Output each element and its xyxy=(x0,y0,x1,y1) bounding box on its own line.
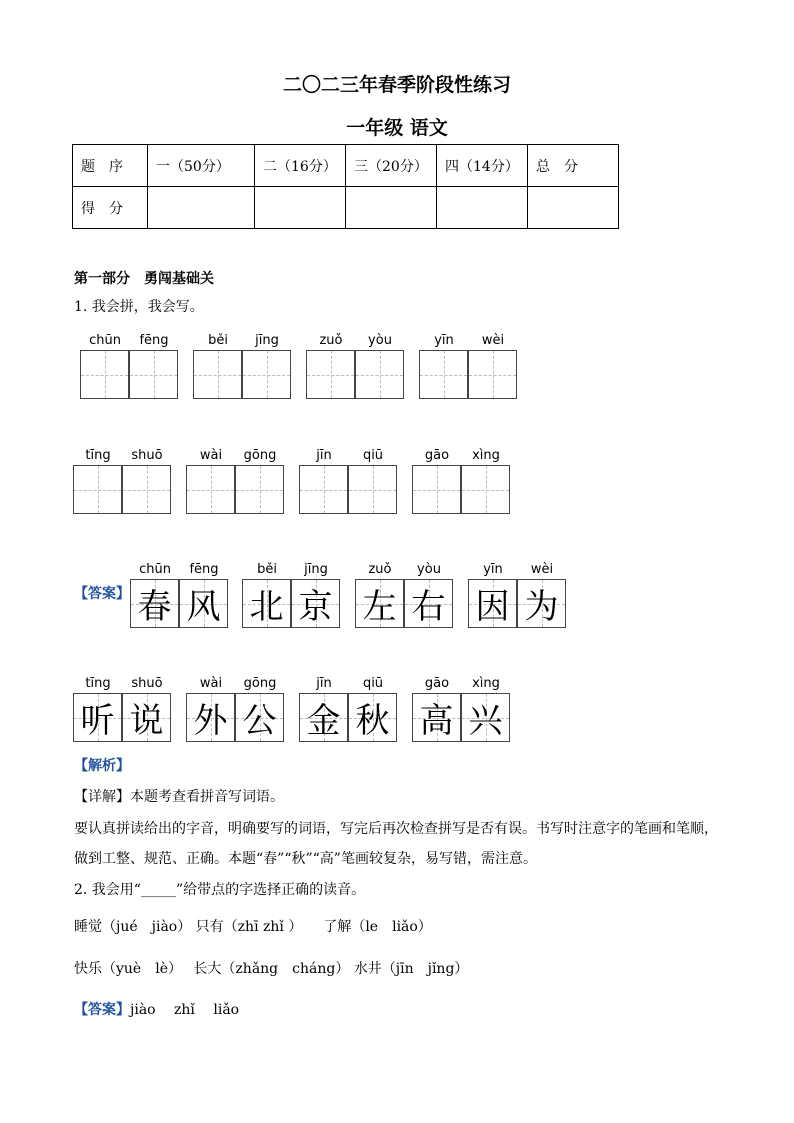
score-blank xyxy=(346,187,437,229)
page-title: 二〇二三年春季阶段性练习 xyxy=(282,74,511,96)
answer-char-box xyxy=(355,579,404,628)
answer-char: 京 xyxy=(298,587,333,627)
pinyin-label: jīn xyxy=(316,448,332,463)
pinyin-label: yīn xyxy=(434,333,454,348)
question-2-line: 睡觉（jué jiào） 只有（zhī zhǐ ） 了解（le liǎo） xyxy=(74,919,432,935)
pinyin-label: fēng xyxy=(139,333,169,348)
writing-box xyxy=(419,350,468,399)
score-cell: 四（14分） xyxy=(437,145,528,187)
score-blank xyxy=(255,187,346,229)
answer-char-box xyxy=(468,579,517,628)
question-2-line: 快乐（yuè lè） 长大（zhǎng cháng） 水井（jīn jǐng） xyxy=(74,961,469,977)
answer-char: 右 xyxy=(411,587,446,627)
writing-box xyxy=(468,350,517,399)
pinyin-label: gōng xyxy=(243,676,277,691)
section-title: 第一部分 勇闯基础关 xyxy=(74,271,214,287)
score-table-header-row xyxy=(73,145,619,187)
answer-char-box xyxy=(291,579,340,628)
explain-line: 要认真拼读给出的字音，明确要写的词语，写完后再次检查拼写是否有误。书写时注意字的笔画和笔顺， xyxy=(74,821,718,837)
score-cell: 一（50分） xyxy=(148,145,255,187)
page-subtitle: 一年级 语文 xyxy=(346,117,448,139)
score-blank xyxy=(437,187,528,229)
writing-box xyxy=(461,465,510,514)
answer-char: 兴 xyxy=(468,701,503,741)
writing-box xyxy=(306,350,355,399)
answer-char-box xyxy=(461,693,510,742)
answer-tag: 【答案】 xyxy=(74,1002,130,1018)
pinyin-label: jīn xyxy=(316,676,332,691)
explain-line: 做到工整、规范、正确。本题“春”“秋”“高”笔画较复杂，易写错，需注意。 xyxy=(74,851,537,867)
score-blank xyxy=(528,187,619,229)
answer-char: 风 xyxy=(186,587,221,627)
pinyin-label: jīng xyxy=(255,333,279,348)
answer-char-box xyxy=(186,693,235,742)
pinyin-label: yòu xyxy=(417,562,441,577)
writing-box xyxy=(73,465,122,514)
answer-char-box xyxy=(242,579,291,628)
answer-char-box xyxy=(130,579,179,628)
pinyin-label: shuō xyxy=(131,448,163,463)
answer-char: 左 xyxy=(362,587,397,627)
writing-box xyxy=(299,465,348,514)
answer-char: 公 xyxy=(242,701,277,741)
pinyin-label: fēng xyxy=(189,562,219,577)
score-cell: 题 序 xyxy=(73,145,148,187)
question-2-stem: 2. 我会用“_____”给带点的字选择正确的读音。 xyxy=(74,882,366,898)
pinyin-label: gāo xyxy=(424,676,450,691)
writing-box xyxy=(348,465,397,514)
score-cell: 三（20分） xyxy=(346,145,437,187)
answer-char-box xyxy=(235,693,284,742)
writing-box xyxy=(80,350,129,399)
answer-char: 外 xyxy=(193,701,228,741)
pinyin-label: tīng xyxy=(85,676,111,691)
answer-char: 北 xyxy=(249,587,284,627)
pinyin-label: qiū xyxy=(362,676,384,691)
pinyin-label: xìng xyxy=(472,448,500,463)
question-2-answer xyxy=(74,1000,239,1020)
writing-box xyxy=(193,350,242,399)
pinyin-label: yīn xyxy=(483,562,503,577)
answer-char-box xyxy=(73,693,122,742)
pinyin-label: zuǒ xyxy=(368,562,392,577)
pinyin-label: běi xyxy=(208,333,228,348)
answer-char: 高 xyxy=(419,701,454,741)
answer-char: 秋 xyxy=(355,701,390,741)
answer-char-box xyxy=(179,579,228,628)
score-blank xyxy=(148,187,255,229)
pinyin-label: chūn xyxy=(139,562,171,577)
answer-char-box xyxy=(299,693,348,742)
answer-char: 为 xyxy=(524,587,559,627)
writing-box xyxy=(355,350,404,399)
answer-char-box xyxy=(122,693,171,742)
score-table-score-row xyxy=(73,187,619,229)
answer-char: 听 xyxy=(80,701,115,741)
pinyin-label: chūn xyxy=(89,333,121,348)
answer-char: 说 xyxy=(129,701,164,741)
score-table xyxy=(72,144,619,229)
pinyin-label: shuō xyxy=(131,676,163,691)
writing-box xyxy=(186,465,235,514)
answer-char-box xyxy=(404,579,453,628)
writing-box xyxy=(242,350,291,399)
pinyin-label: qiū xyxy=(362,448,384,463)
answer-char: 因 xyxy=(475,587,510,627)
answer-char-box xyxy=(517,579,566,628)
answer-text: jiào zhǐ liǎo xyxy=(130,1002,240,1018)
answer-char-box xyxy=(348,693,397,742)
pinyin-label: yòu xyxy=(368,333,392,348)
answer-char: 金 xyxy=(306,701,341,741)
answer-tag: 【答案】 xyxy=(74,586,130,602)
writing-box xyxy=(122,465,171,514)
pinyin-label: wèi xyxy=(481,333,505,348)
writing-box xyxy=(235,465,284,514)
score-cell: 得 分 xyxy=(73,187,148,229)
pinyin-label: wài xyxy=(199,448,223,463)
pinyin-label: tīng xyxy=(85,448,111,463)
pinyin-label: wài xyxy=(199,676,223,691)
pinyin-label: běi xyxy=(257,562,277,577)
pinyin-label: gōng xyxy=(243,448,277,463)
answer-char-box xyxy=(412,693,461,742)
pinyin-label: jīng xyxy=(304,562,328,577)
detail-line: 【详解】本题考查看拼音写词语。 xyxy=(74,789,284,805)
question-1-stem: 1. 我会拼，我会写。 xyxy=(74,299,204,315)
answer-char: 春 xyxy=(137,587,172,627)
pinyin-label: xìng xyxy=(472,676,500,691)
score-cell: 总 分 xyxy=(528,145,619,187)
analysis-tag: 【解析】 xyxy=(74,758,130,774)
writing-box xyxy=(412,465,461,514)
pinyin-label: gāo xyxy=(424,448,450,463)
score-cell: 二（16分） xyxy=(255,145,346,187)
pinyin-label: zuǒ xyxy=(319,333,343,348)
writing-box xyxy=(129,350,178,399)
pinyin-label: wèi xyxy=(530,562,554,577)
